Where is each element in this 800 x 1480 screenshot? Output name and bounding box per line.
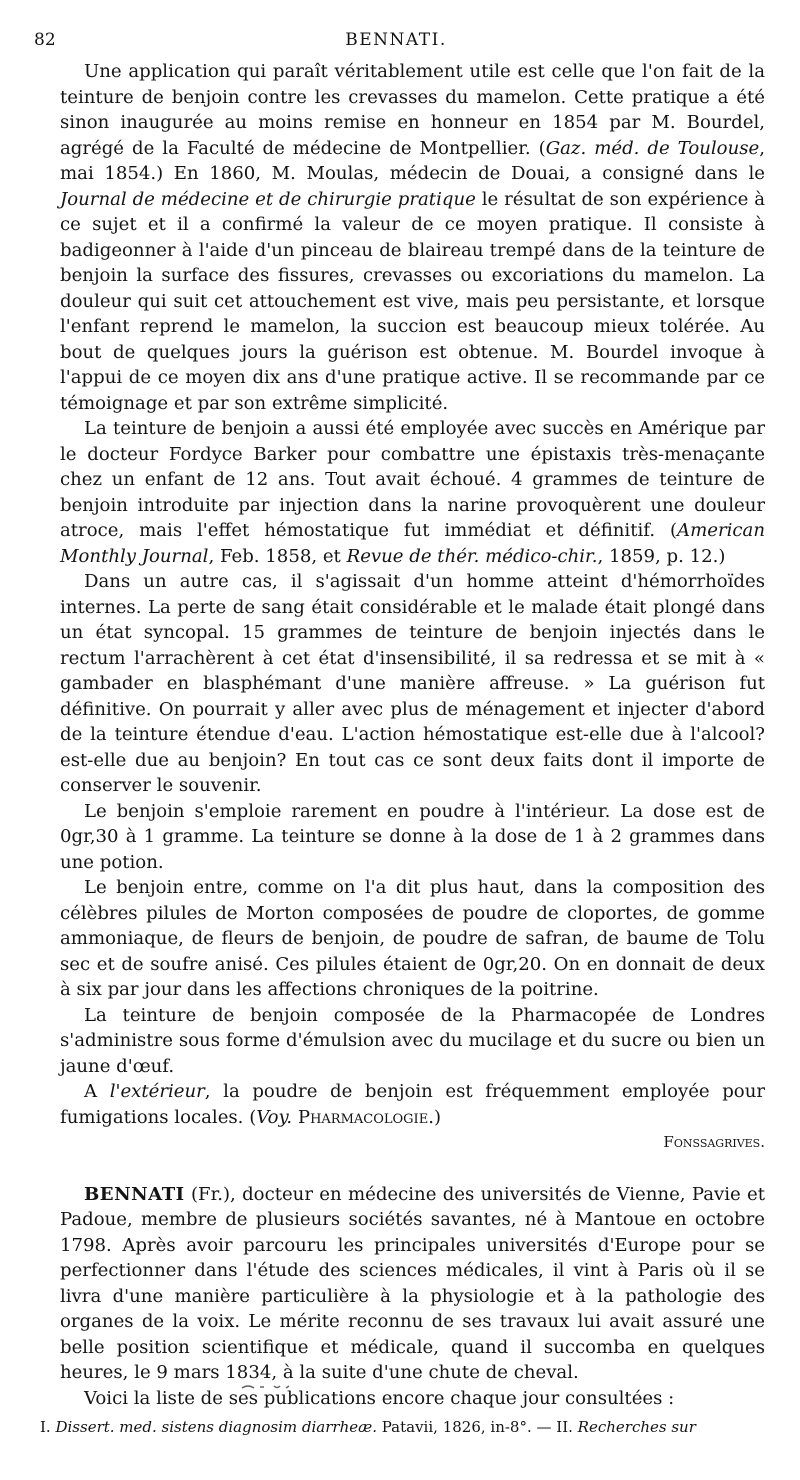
paragraph-hemorrhoides: Dans un autre cas, il s'agissait d'un homme atteint d'hémorrhoïdes internes. La perte de sang était considérable et le malade était plongé dans un état syncopal. 15 grammes de teinture de benjoin injectés dans le rectum l'arrachèrent à cet état d'insensibilité, il sa redressa et se mit à « gambader en blasphémant d'une manière affreuse. » La guérison fut définitive. On pourrait y aller avec plus de ménagement et injecter d'abord de la teinture étendue d'eau. L'action hémostatique est-elle due à l'alcool? est-elle due au benjoin? En tout cas ce sont deux faits dont il importe de conserver le souvenir. xyxy=(60,571,765,796)
running-title: BENNATI. xyxy=(345,30,447,50)
citation: Gaz. méd. de Toulouse xyxy=(545,137,760,159)
text: , la poudre de benjoin est fréquemment employée pour fumigations locales. ( xyxy=(60,1081,765,1128)
text: le résultat de son expérience à ce sujet et il a confirmé la valeur de ce moyen pratique. Il consiste à badigeonner à l'aide d'un pinceau de blaireau trempé dans de la teinture de benjoin la surface des fissures, crevasses ou excoriations du mamelon. La douleur qui suit cet attouchement est vive, mais peu persistante, et lorsque l'enfant reprend le mamelon, la succion est beaucoup mieux tolérée. Au bout de quelques jours la guérison est obtenue. M. Bourdel invoque à l'appui de ce moyen dix ans d'une pratique active. Il se recommande par ce témoignage et par son extrême simplicité. xyxy=(60,188,765,414)
text: .) xyxy=(428,1106,441,1128)
paragraph-crevasses xyxy=(60,59,765,416)
text: , 1859, p. 12.) xyxy=(597,545,726,567)
text: La teinture de benjoin a aussi été employée avec succès en Amérique par le docteur Fordyce Barker pour combattre une épistaxis très-menaçante chez un enfant de 12 ans. Tout avait échoué. 4 grammes de teinture de benjoin introduite par injection dans la narine provoquèrent une douleur atroce, mais l'effet hémostatique fut immédiat et définitif. ( xyxy=(60,418,765,541)
paragraph-morton: Le benjoin entre, comme on l'a dit plus haut, dans la composition des célèbres pilules de Morton composées de poudre de cloportes, de gomme ammoniaque, de fleurs de benjoin, de poudre de safran, de baume de Tolu sec et de soufre anisé. Ces pilules étaient de 0gr,20. On en donnait de deux à six par jour dans les affections chroniques de la poitrine. xyxy=(60,877,765,1000)
text: , Feb. 1858, et xyxy=(208,545,347,567)
bibliography-line xyxy=(40,1415,765,1440)
journal-title: Journal de médecine et de chirurgie pratique xyxy=(60,188,476,210)
cross-reference: Pharmacologie xyxy=(297,1106,429,1128)
page-number: 82 xyxy=(34,30,56,50)
work-title: Recherches sur xyxy=(577,1418,696,1436)
paragraph-dose: Le benjoin s'emploie rarement en poudre à l'intérieur. La dose est de 0gr,30 à 1 gramme. La teinture se donne à la dose de 1 à 2 grammes dans une potion. xyxy=(60,800,765,873)
paragraph-pharmacopee: La teinture de benjoin composée de la Pharmacopée de Londres s'administre sous forme d'émulsion avec du mucilage et du sucre ou bien un jaune d'œuf. xyxy=(60,1004,765,1077)
page-body xyxy=(40,59,765,1440)
text: , mai 1854.) En 1860, M. Moulas, médecin de Douai, a consigné dans le xyxy=(60,137,765,184)
author-signature: Fonssagrives. xyxy=(663,1133,765,1151)
citation: American Monthly Journal xyxy=(60,520,765,567)
paragraph-publications: Voici la liste de ses publications encore chaque jour consultées : xyxy=(84,1387,675,1409)
text: (Fr.), docteur en médecine des universités de Vienne, Pavie et Padoue, membre de plusieurs sociétés savantes, né à Mantoue en octobre 1798. Après avoir parcouru les principales universités d'Europe pour se perfectionner dans l'étude des sciences médicales, il vint à Paris où il se livra d'une manière particulière à la physiologie et à la pathologie des organes de la voix. Le mérite reconnu de ses travaux lui avait assuré une belle position scientifique et médicale, quand il succomba en quelques heures, le 9 mars 1834, à la suite d'une chute de cheval. xyxy=(60,1183,765,1383)
work-title: Dissert. med. sistens diagnosim diarrheæ. xyxy=(55,1418,377,1436)
paragraph-exterieur xyxy=(60,1079,765,1130)
citation: Revue de thér. médico-chir. xyxy=(346,545,598,567)
entry-bennati xyxy=(60,1182,765,1386)
text: Patavii, 1826, in-8°. — II. xyxy=(376,1418,578,1436)
text: I. xyxy=(40,1418,56,1436)
print-specks xyxy=(240,1380,360,1394)
emphasis: l'extérieur xyxy=(109,1081,205,1102)
emphasis: Voy. xyxy=(256,1106,293,1128)
text: Une application qui paraît véritablement utile est celle que l'on fait de la teinture de benjoin contre les crevasses du mamelon. Cette pratique a été sinon inaugurée au moins remise en honneur en 1854 par M. Bourdel, agrégé de la Faculté de médecine de Montpellier. ( xyxy=(60,61,765,159)
text: A xyxy=(84,1081,110,1102)
page-header xyxy=(34,30,758,54)
paragraph-epistaxis xyxy=(60,416,765,569)
entry-name: BENNATI xyxy=(84,1183,185,1205)
